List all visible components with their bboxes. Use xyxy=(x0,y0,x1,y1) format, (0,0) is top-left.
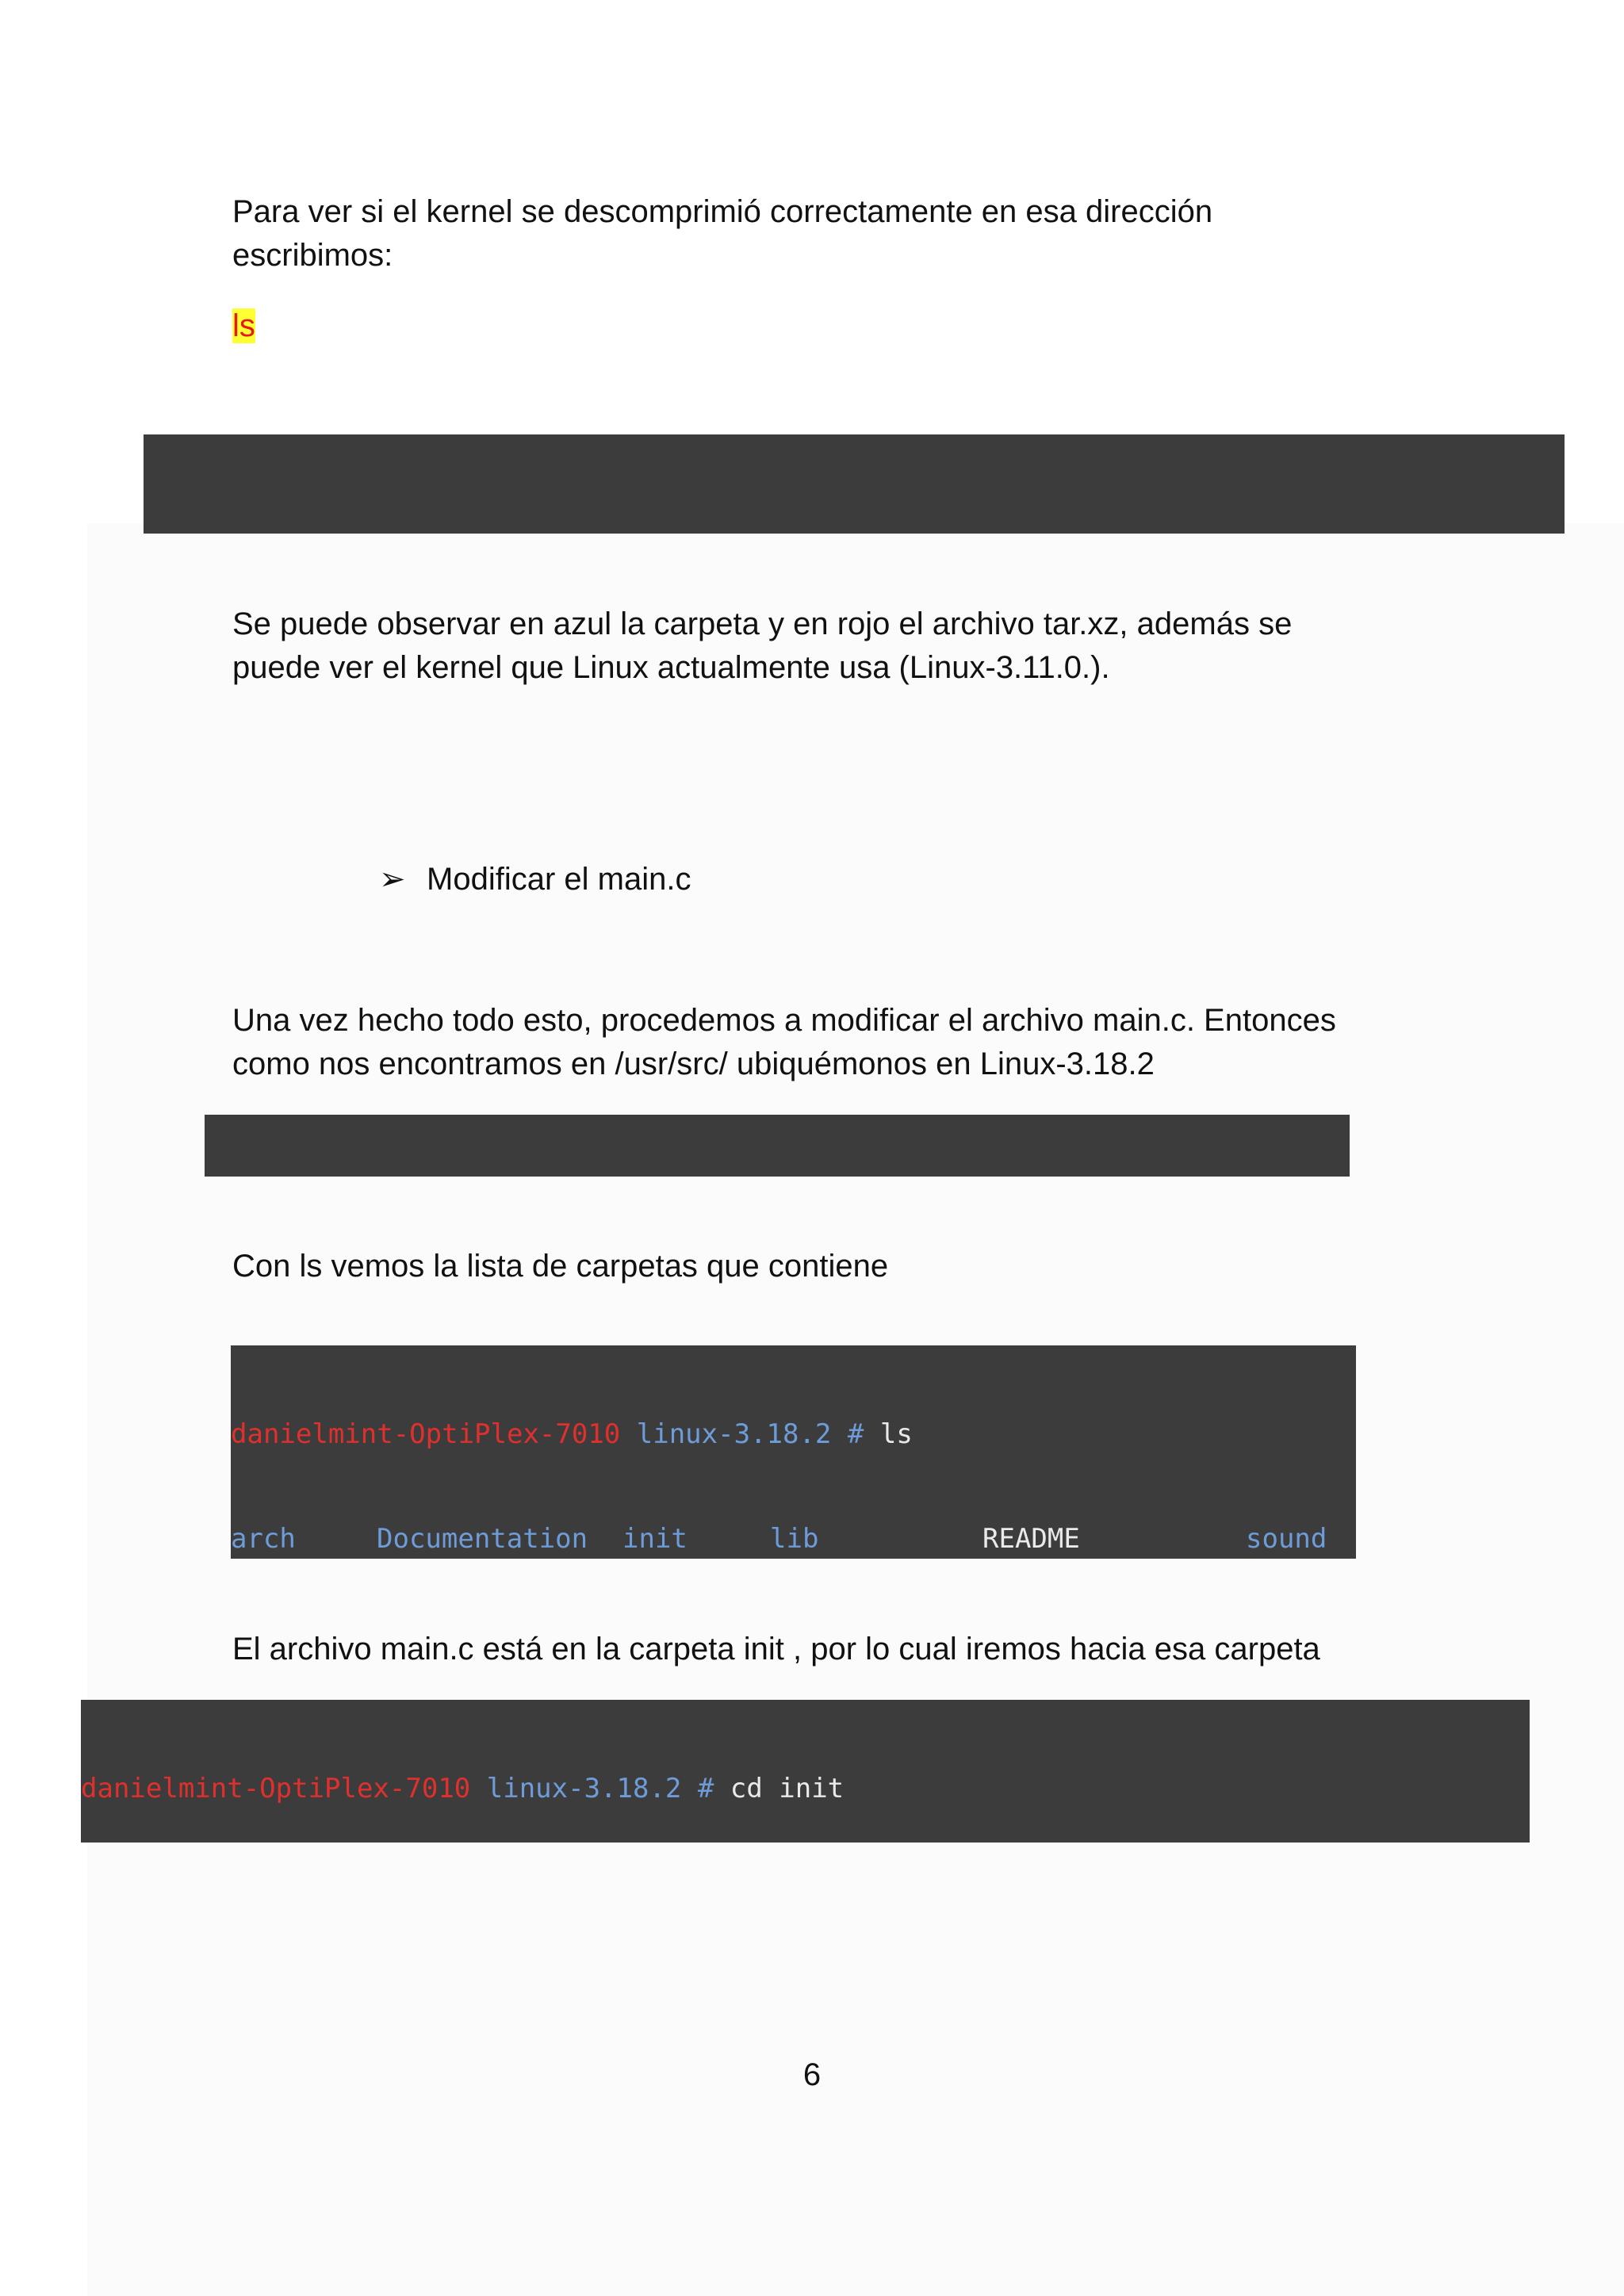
terminal-screenshot-src-ls xyxy=(144,434,1565,534)
prompt-symbol: # xyxy=(847,1418,864,1450)
paragraph-ls-list: Con ls vemos la lista de carpetas que contiene xyxy=(232,1249,889,1284)
paragraph-intro-line1: Para ver si el kernel se descomprimió correctamente en esa dirección xyxy=(232,194,1213,229)
prompt-symbol: # xyxy=(697,1773,714,1804)
paragraph-observe-line1: Se puede observar en azul la carpeta y en rojo el archivo tar.xz, además se xyxy=(232,607,1293,641)
paragraph-main-location: El archivo main.c está en la carpeta init , por lo cual iremos hacia esa carpeta xyxy=(232,1632,1320,1667)
ls-entry xyxy=(622,1556,671,1559)
paragraph-intro-line2: escribimos: xyxy=(232,238,393,273)
prompt-command: cd init xyxy=(730,1773,845,1804)
command-ls-highlight xyxy=(232,304,1422,348)
paragraph-observe-line2: puede ver el kernel que Linux actualmente usa (Linux-3.11.0.). xyxy=(232,650,1110,685)
ls-entry xyxy=(377,1556,490,1559)
page-number: 6 xyxy=(802,2057,822,2092)
ls-entry xyxy=(770,1556,948,1559)
terminal-prompt-line xyxy=(144,530,1565,534)
ls-entry: Documentation xyxy=(377,1523,588,1555)
bullet-item-modify-main xyxy=(379,858,691,901)
paragraph-modify-line2: como nos encontramos en /usr/src/ ubiquémonos en Linux-3.18.2 xyxy=(232,1047,1155,1081)
prompt-host: danielmint-OptiPlex-7010 xyxy=(81,1773,471,1804)
ls-output-grid xyxy=(231,1521,1356,1559)
highlighted-command: ls xyxy=(232,308,255,343)
ls-entry: init xyxy=(622,1523,688,1555)
terminal-prompt-line xyxy=(81,1771,1530,1806)
ls-entry xyxy=(982,1556,1210,1559)
terminal-screenshot-init-ls xyxy=(81,1700,1530,1843)
ls-entry xyxy=(231,1556,312,1559)
bullet-text: Modificar el main.c xyxy=(427,862,691,897)
ls-entry: README xyxy=(982,1523,1080,1555)
arrow-bullet-icon: ➢ xyxy=(379,862,406,897)
ls-entry: lib xyxy=(770,1523,819,1555)
terminal-screenshot-linux-ls xyxy=(231,1345,1356,1559)
ls-entry: arch xyxy=(231,1523,296,1555)
prompt-host: danielmint-OptiPlex-7010 xyxy=(231,1418,621,1450)
prompt-dir: linux-3.18.2 xyxy=(486,1773,682,1804)
prompt-command: ls xyxy=(879,1418,913,1450)
prompt-dir: linux-3.18.2 xyxy=(636,1418,832,1450)
terminal-screenshot-cd-linux xyxy=(205,1115,1350,1177)
ls-entry xyxy=(1246,1556,1327,1559)
terminal-prompt-line xyxy=(231,1417,1356,1452)
ls-entry: sound xyxy=(1246,1523,1327,1555)
paragraph-modify-line1: Una vez hecho todo esto, procedemos a modificar el archivo main.c. Entonces xyxy=(232,1003,1336,1038)
